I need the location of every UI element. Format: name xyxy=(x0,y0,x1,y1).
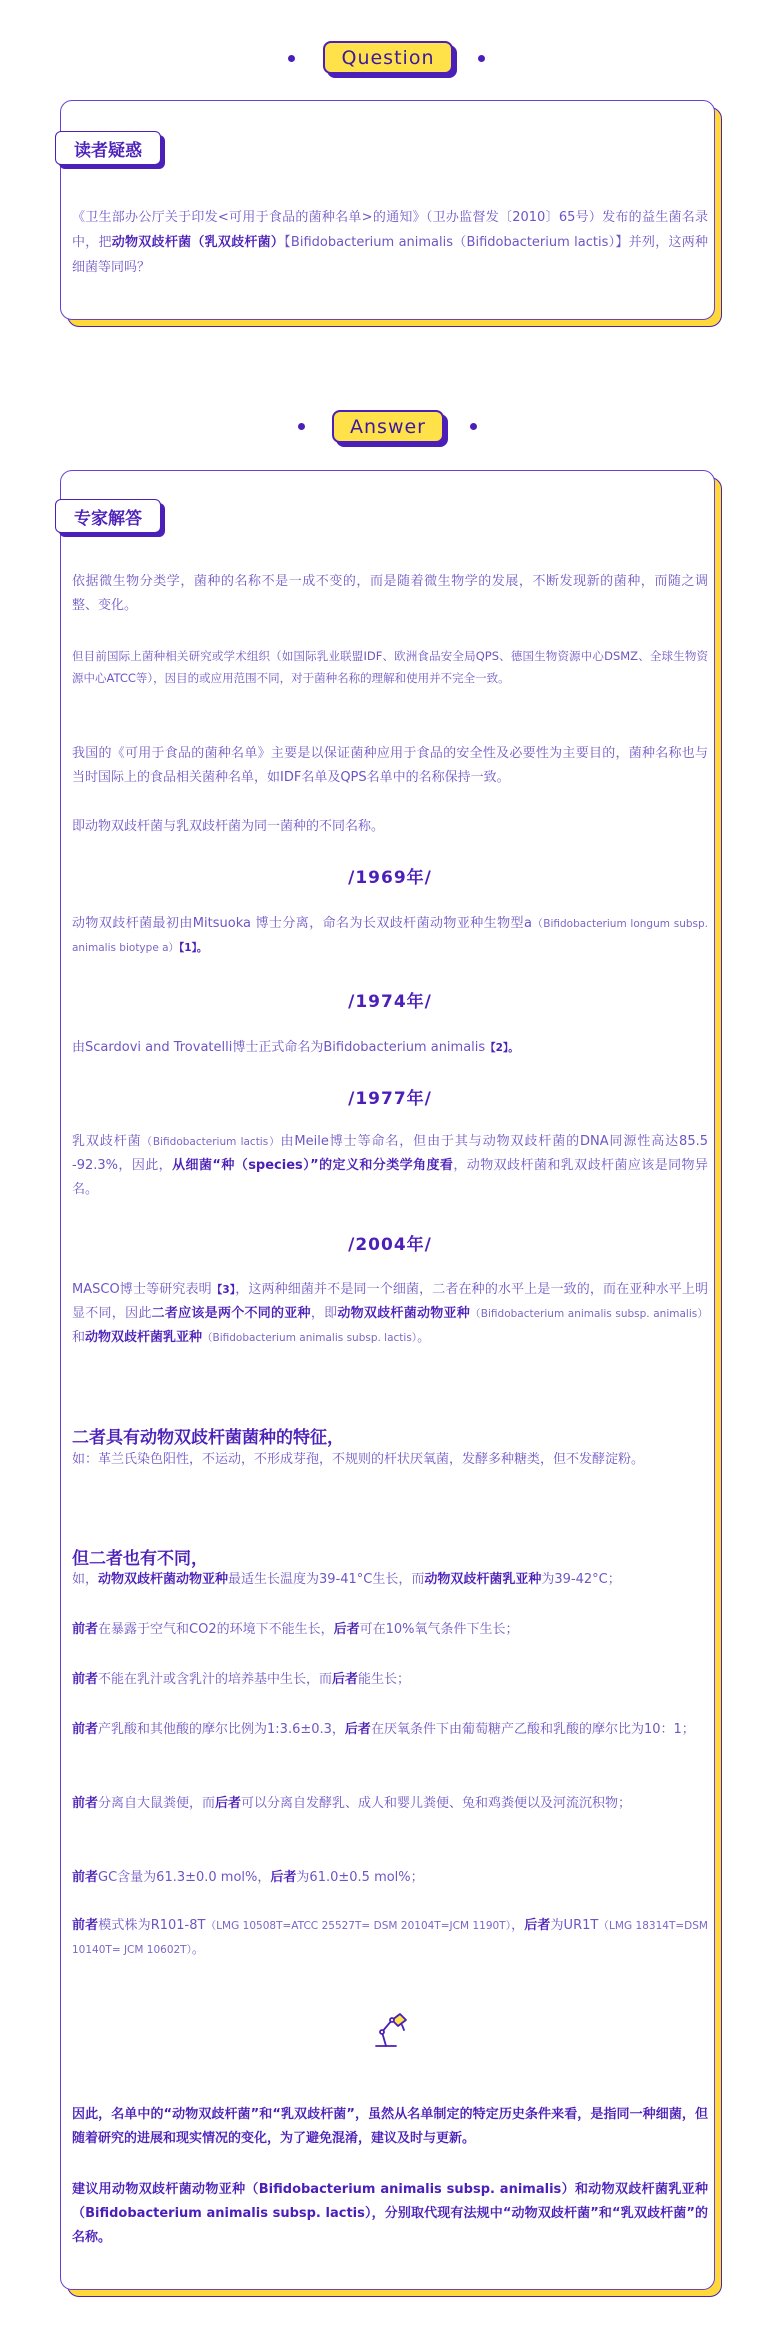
difference-item: 前者产乳酸和其他酸的摩尔比例为1:3.6±0.3，后者在厌氧条件下由葡萄糖产乙酸和乳酸的摩尔比为10：1； xyxy=(72,1722,695,1737)
lamp-icon xyxy=(366,2006,414,2050)
answer-tag xyxy=(55,499,161,533)
answer-paragraph: 动物双歧杆菌最初由Mitsuoka 博士分离，命名为长双歧杆菌动物亚种生物型a（Bifidobacterium longum subsp. animalis biotype a）【1】。 xyxy=(72,916,708,954)
conclusion-paragraph: 建议用动物双歧杆菌动物亚种（Bifidobacterium animalis subsp. animalis）和动物双歧杆菌乳亚种（Bifidobacterium animalis subsp. lactis），分别取代现有法规中“动物双歧杆菌”和“乳双歧杆菌”的名称。 xyxy=(72,2182,708,2245)
question-pill xyxy=(323,41,453,74)
difference-item: 前者分离自大鼠粪便，而后者可以分离自发酵乳、成人和婴儿粪便、兔和鸡粪便以及河流沉积物； xyxy=(72,1796,632,1811)
section-heading: 二者具有动物双歧杆菌菌种的特征， xyxy=(72,1428,344,1448)
year-heading: /1969年/ xyxy=(348,868,432,888)
decor-dot xyxy=(298,423,305,430)
answer-paragraph: MASCO博士等研究表明【3】，这两种细菌并不是同一个细菌，二者在种的水平上是一致的，而在亚种水平上明显不同，因此二者应该是两个不同的亚种，即动物双歧杆菌动物亚种（Bifidobacterium animalis subsp. animalis）和动物双歧杆菌乳亚种（Bifidobacterium animalis subsp. lactis）。 xyxy=(72,1282,708,1345)
answer-tag-label: 专家解答 xyxy=(55,499,161,533)
difference-item: 前者不能在乳汁或含乳汁的培养基中生长，而后者能生长； xyxy=(72,1672,411,1687)
answer-paragraph: 即动物双歧杆菌与乳双歧杆菌为同一菌种的不同名称。 xyxy=(72,819,385,834)
question-tag-label: 读者疑惑 xyxy=(55,131,161,165)
question-label: Question xyxy=(323,41,453,74)
year-heading: /2004年/ xyxy=(348,1235,432,1255)
decor-dot xyxy=(470,423,477,430)
difference-item: 如，动物双歧杆菌动物亚种最适生长温度为39-41°C生长，而动物双歧杆菌乳亚种为39-42°C； xyxy=(72,1572,621,1587)
year-heading: /1977年/ xyxy=(348,1089,432,1109)
conclusion-paragraph: 因此，名单中的“动物双歧杆菌”和“乳双歧杆菌”，虽然从名单制定的特定历史条件来看，是指同一种细菌，但随着研究的进展和现实情况的变化，为了避免混淆，建议及时与更新。 xyxy=(72,2107,708,2146)
decor-dot xyxy=(288,55,295,62)
difference-item: 前者GC含量为61.3±0.0 mol%，后者为61.0±0.5 mol%； xyxy=(72,1870,424,1885)
answer-pill xyxy=(332,410,444,443)
difference-item: 前者模式株为R101-8T（LMG 10508T=ATCC 25527T= DSM 20104T=JCM 1190T），后者为UR1T（LMG 18314T=DSM 10140T= JCM 10602T）。 xyxy=(72,1918,708,1957)
decor-dot xyxy=(478,55,485,62)
section-heading: 但二者也有不同， xyxy=(72,1549,208,1569)
answer-paragraph: 由Scardovi and Trovatelli博士正式命名为Bifidobacterium animalis【2】。 xyxy=(72,1040,519,1055)
answer-paragraph: 但目前国际上菌种相关研究或学术组织（如国际乳业联盟IDF、欧洲食品安全局QPS、德国生物资源中心DSMZ、全球生物资源中心ATCC等），因目的或应用范围不同，对于菌种名称的理解和使用并不完全一致。 xyxy=(72,649,708,685)
year-heading: /1974年/ xyxy=(348,992,432,1012)
answer-paragraph: 乳双歧杆菌（Bifidobacterium lactis）由Meile博士等命名，但由于其与动物双歧杆菌的DNA同源性高达85.5 -92.3%，因此，从细菌“种（species）”的定义和分类学角度看，动物双歧杆菌和乳双歧杆菌应该是同物异名。 xyxy=(72,1134,709,1197)
answer-paragraph: 依据微生物分类学，菌种的名称不是一成不变的，而是随着微生物学的发展，不断发现新的菌种，而随之调整、变化。 xyxy=(72,574,708,613)
answer-paragraph: 我国的《可用于食品的菌种名单》主要是以保证菌种应用于食品的安全性及必要性为主要目的，菌种名称也与当时国际上的食品相关菌种名单，如IDF名单及QPS名单中的名称保持一致。 xyxy=(72,746,708,785)
question-tag xyxy=(55,131,161,165)
answer-label: Answer xyxy=(332,410,444,443)
difference-item: 前者在暴露于空气和CO2的环境下不能生长，后者可在10%氧气条件下生长； xyxy=(72,1622,519,1637)
question-text: 《卫生部办公厅关于印发<可用于食品的菌种名单>的通知》（卫办监督发〔2010〕65号）发布的益生菌名录中，把动物双歧杆菌（乳双歧杆菌）【Bifidobacterium animalis（Bifidobacterium lactis）】并列，这两种细菌等同吗？ xyxy=(72,210,708,275)
answer-paragraph: 如：革兰氏染色阳性，不运动，不形成芽孢，不规则的杆状厌氧菌，发酵多种糖类，但不发酵淀粉。 xyxy=(72,1452,645,1467)
